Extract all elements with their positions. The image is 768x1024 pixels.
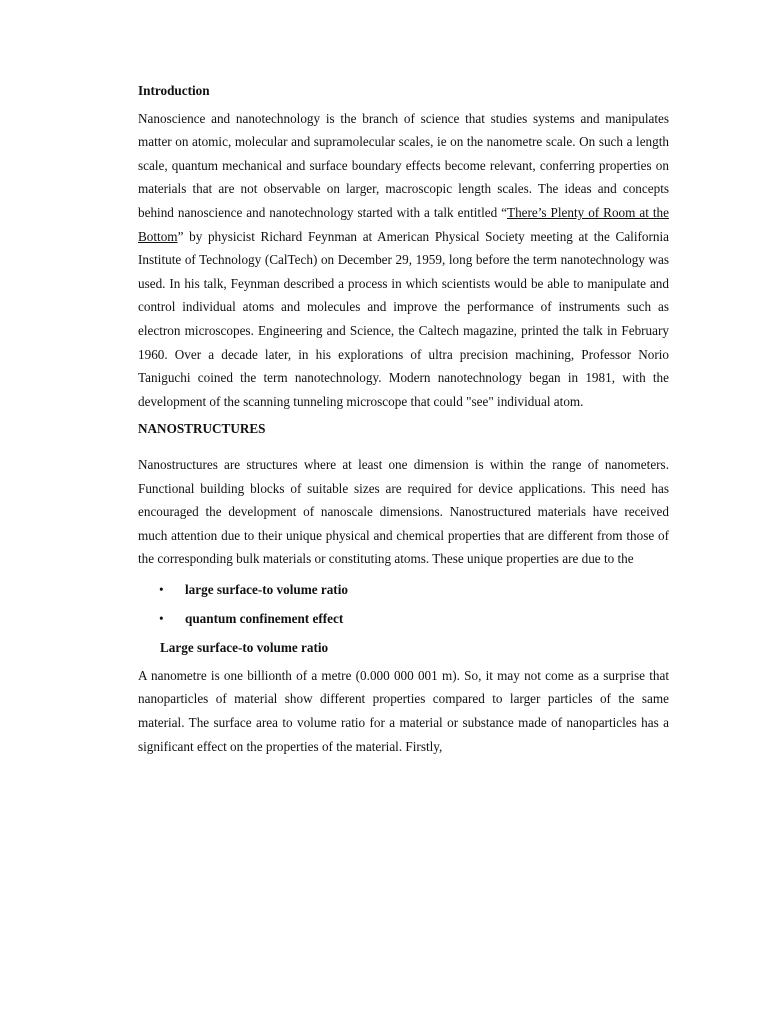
intro-heading: Introduction bbox=[138, 83, 210, 98]
document-page bbox=[138, 79, 669, 758]
list-item-label: quantum confinement effect bbox=[185, 610, 344, 626]
feynman-talk-link[interactable]: There’s Plenty of Room at the Bottom bbox=[138, 204, 669, 244]
intro-paragraph bbox=[138, 107, 669, 414]
bullet-icon: • bbox=[159, 610, 164, 626]
nanostructures-paragraph: Nanostructures are structures where at least one dimension is within the range of nanometers. Functional building blocks of suitable sizes are required for device applications. This need has encouraged the development of nanoscale dimensions. Nanostructured materials have received much attention due to their unique physical and chemical properties that are different from those of the corresponding bulk materials or constituting atoms. These unique properties are due to the bbox=[138, 456, 669, 567]
list-item-label: large surface-to volume ratio bbox=[185, 581, 348, 597]
spacer bbox=[138, 441, 669, 453]
intro-text-after-link: ” by physicist Richard Feynman at American Physical Society meeting at the California Institute of Technology (CalTech) on December 29, 1959, long before the term nanotechnology was used. In his talk, Feynman described a process in which scientists would be able to manipulate and control individual atoms and molecules and improve the performance of instruments such as electron microscopes. Engineering and Science, the Caltech magazine, printed the talk in February 1960. Over a decade later, in his explorations of ultra precision machining, Professor Norio Taniguchi coined the term nanotechnology. Modern nanotechnology began in 1981, with the development of the scanning tunneling microscope that could "see" individual atom. bbox=[138, 228, 669, 409]
list-item bbox=[138, 575, 669, 604]
nanostructures-heading: NANOSTRUCTURES bbox=[138, 421, 266, 437]
list-item bbox=[138, 604, 669, 633]
properties-list bbox=[138, 575, 669, 633]
surface-ratio-heading: Large surface-to volume ratio bbox=[160, 639, 329, 655]
bullet-icon: • bbox=[159, 581, 164, 597]
surface-ratio-paragraph: A nanometre is one billionth of a metre (0.000 000 001 m). So, it may not come as a surprise that nanoparticles of material show different properties compared to larger particles of the same material. The surface area to volume ratio for a material or substance made of nanoparticles has a significant effect on the properties of the material. Firstly, bbox=[138, 667, 669, 754]
intro-text-before-link: Nanoscience and nanotechnology is the branch of science that studies systems and manipulates matter on atomic, molecular and supramolecular scales, ie on the nanometre scale. On such a length scale, quantum mechanical and surface boundary effects become relevant, conferring properties on materials that are not observable on larger, macroscopic length scales. The ideas and concepts behind nanoscience and nanotechnology started with a talk entitled “ bbox=[138, 110, 669, 220]
